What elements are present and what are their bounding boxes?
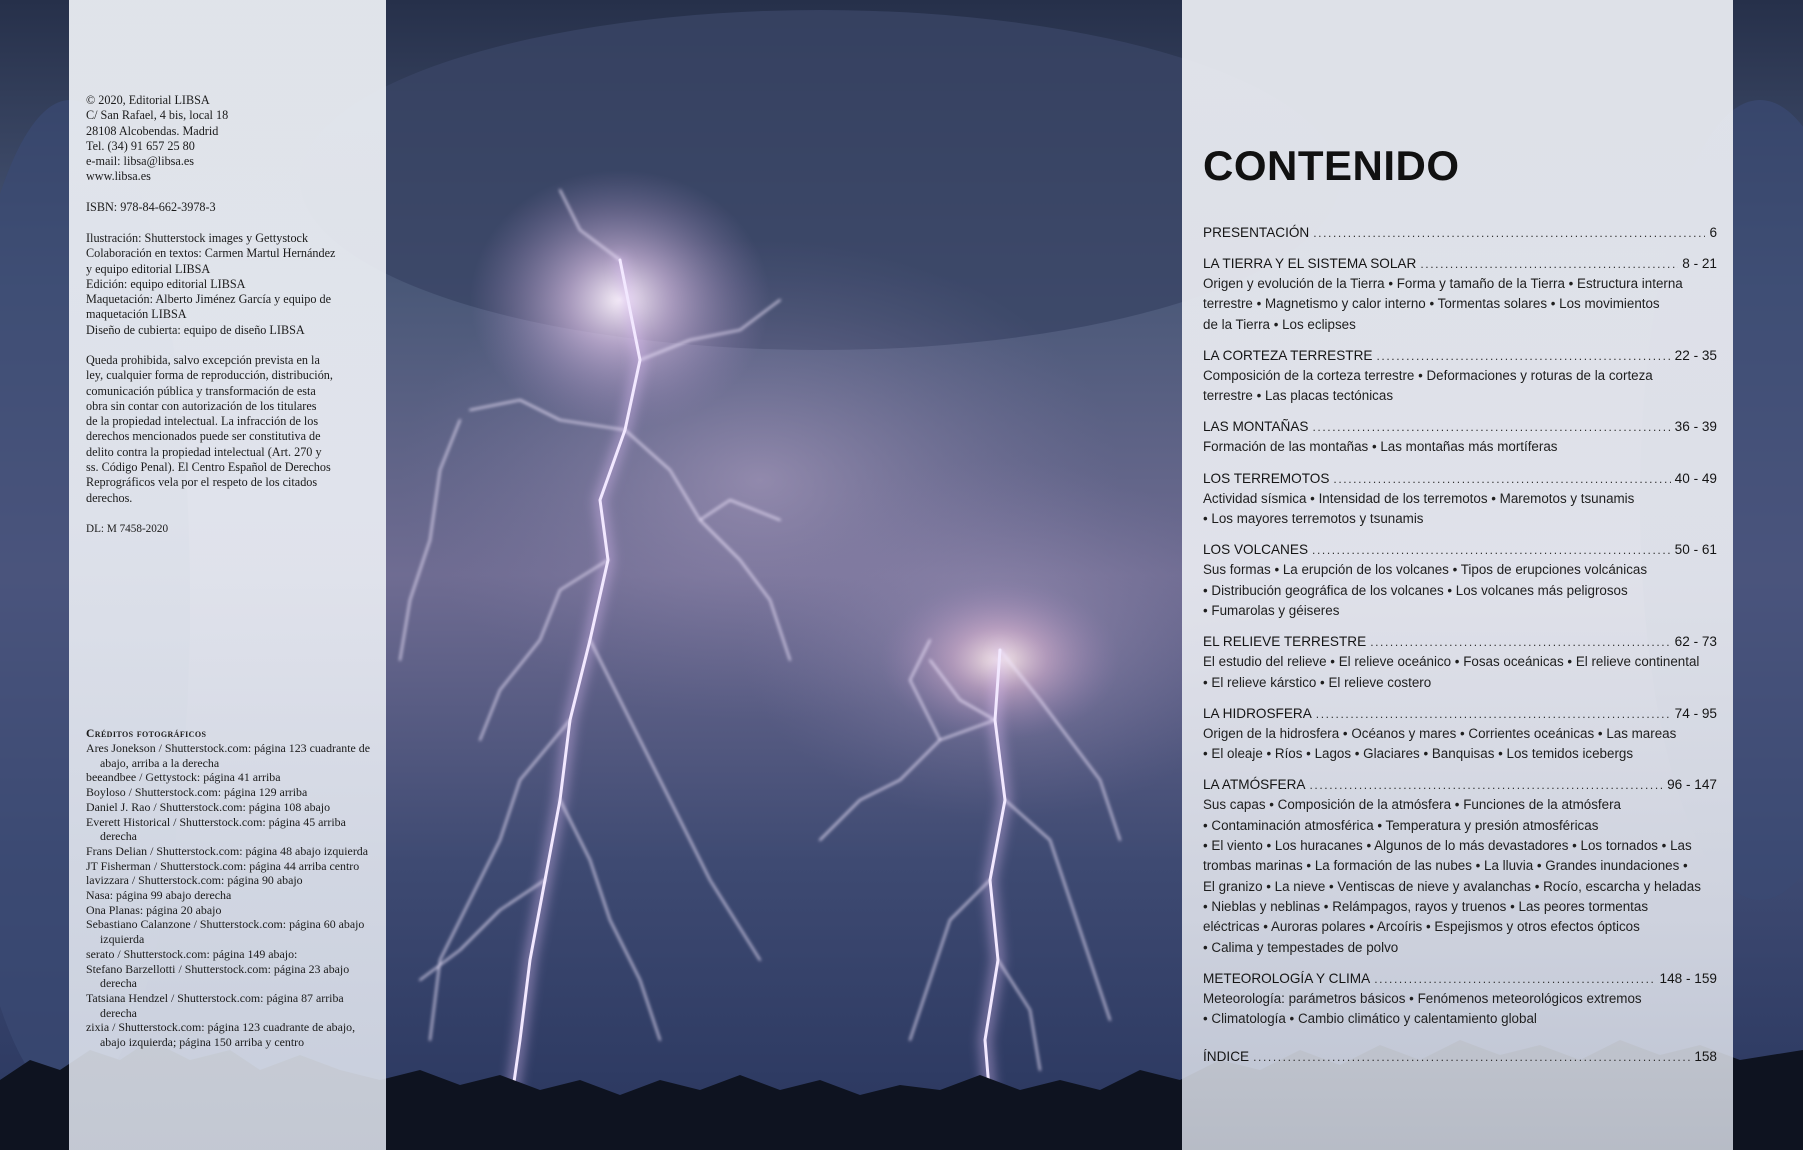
- toc-subtopics: [1203, 724, 1717, 765]
- photo-credits-list: [86, 741, 381, 1050]
- credit-line: Maquetación: Alberto Jiménez García y equipo de: [86, 292, 332, 307]
- subtopic-line: • Nieblas y neblinas • Relámpagos, rayos y truenos • Las peores tormentas: [1203, 898, 1649, 914]
- subtopic-line: trombas marinas • La formación de las nubes • La lluvia • Grandes inundaciones •: [1203, 858, 1688, 874]
- toc-page-number: 158: [1694, 1049, 1717, 1065]
- toc-page-number: 6: [1709, 225, 1717, 240]
- dot-leader: [1253, 1047, 1690, 1067]
- photo-credit-item: Boyloso / Shutterstock.com: página 129 arriba: [86, 785, 308, 800]
- editorial-credits: [86, 231, 381, 338]
- toc-page-number: 36 - 39: [1674, 419, 1717, 435]
- toc-section-title: ÍNDICE: [1203, 1049, 1250, 1065]
- toc-entry[interactable]: [1203, 632, 1717, 652]
- subtopic-line: Origen y evolución de la Tierra • Forma y tamaño de la Tierra • Estructura interna: [1203, 276, 1683, 291]
- legal-line: Queda prohibida, salvo excepción prevista en la: [86, 353, 320, 367]
- toc-entry[interactable]: [1203, 775, 1717, 795]
- toc-section-title: LOS VOLCANES: [1203, 542, 1309, 558]
- subtopic-line: Formación de las montañas • Las montañas más mortíferas: [1203, 439, 1558, 455]
- legal-line: derechos.: [86, 490, 133, 505]
- photo-credit-item: Nasa: página 99 abajo derecha: [86, 888, 232, 903]
- subtopic-line: Origen de la hidrosfera • Océanos y mares • Corrientes oceánicas • Las mareas: [1203, 725, 1677, 741]
- toc-section-title: LA TIERRA Y EL SISTEMA SOLAR: [1203, 256, 1417, 271]
- toc-section: [1203, 540, 1717, 621]
- dot-leader: [1313, 223, 1705, 243]
- photo-credit-item: serato / Shutterstock.com: página 149 abajo:: [86, 946, 298, 961]
- toc-section-title: LA ATMÓSFERA: [1203, 777, 1306, 793]
- photo-credit-item: Daniel J. Rao / Shutterstock.com: página 108 abajo: [86, 799, 331, 814]
- photo-credits-title: Créditos fotográficos: [86, 727, 207, 740]
- toc-section-title: EL RELIEVE TERRESTRE: [1203, 634, 1367, 650]
- toc-page-number: 96 - 147: [1667, 777, 1717, 793]
- photo-credit-item: Ona Planas: página 20 abajo: [86, 902, 222, 917]
- subtopic-line: terrestre • Las placas tectónicas: [1203, 388, 1394, 404]
- toc-page-number: 74 - 95: [1674, 705, 1717, 721]
- subtopic-line: • El relieve kárstico • El relieve costero: [1203, 674, 1432, 690]
- credit-line: y equipo editorial LIBSA: [86, 261, 211, 276]
- contact-line: Tel. (34) 91 657 25 80: [86, 138, 195, 153]
- toc-entry[interactable]: [1203, 346, 1717, 366]
- toc-section-title: LAS MONTAÑAS: [1203, 419, 1309, 435]
- subtopic-line: de la Tierra • Los eclipses: [1203, 316, 1356, 332]
- subtopic-line: Meteorología: parámetros básicos • Fenómenos meteorológicos extremos: [1203, 990, 1642, 1006]
- dot-leader: [1374, 969, 1655, 989]
- toc-section-title: PRESENTACIÓN: [1203, 225, 1310, 240]
- copyright-page: [69, 0, 386, 1150]
- subtopic-line: El estudio del relieve • El relieve oceánico • Fosas oceánicas • El relieve continental: [1203, 654, 1700, 670]
- subtopic-line: Actividad sísmica • Intensidad de los terremotos • Maremotos y tsunamis: [1203, 490, 1635, 506]
- photo-credit-item: Everett Historical / Shutterstock.com: página 45 arriba derecha: [86, 814, 346, 844]
- contact-line: C/ San Rafael, 4 bis, local 18: [86, 108, 229, 123]
- subtopic-line: • Distribución geográfica de los volcanes • Los volcanes más peligrosos: [1203, 582, 1628, 598]
- contents-title: CONTENIDO: [1203, 142, 1460, 189]
- legal-line: ley, cualquier forma de reproducción, distribución,: [86, 368, 333, 383]
- subtopic-line: Composición de la corteza terrestre • Deformaciones y roturas de la corteza: [1203, 367, 1653, 383]
- legal-line: derechos mencionados puede ser constitutiva de: [86, 429, 321, 444]
- toc-section: [1203, 469, 1717, 530]
- toc-page-number: 148 - 159: [1659, 970, 1717, 986]
- legal-deposit: DL: M 7458-2020: [86, 523, 169, 535]
- dot-leader: [1370, 632, 1670, 652]
- dot-leader: [1316, 704, 1671, 724]
- subtopic-line: • Los mayores terremotos y tsunamis: [1203, 511, 1424, 527]
- toc-subtopics: [1203, 652, 1717, 693]
- toc-section: [1203, 775, 1717, 957]
- photo-credit-item: Frans Delian / Shutterstock.com: página 48 abajo izquierda: [86, 843, 368, 858]
- toc-entry[interactable]: [1203, 969, 1717, 989]
- credit-line: Edición: equipo editorial LIBSA: [86, 276, 246, 291]
- toc-subtopics: [1203, 795, 1717, 957]
- subtopic-line: Sus formas • La erupción de los volcanes • Tipos de erupciones volcánicas: [1203, 562, 1648, 578]
- toc-section: [1203, 417, 1717, 457]
- dot-leader: [1333, 469, 1670, 489]
- contents-page: [1182, 0, 1733, 1150]
- toc-section-title: METEOROLOGÍA Y CLIMA: [1203, 970, 1371, 986]
- contact-line: 28108 Alcobendas. Madrid: [86, 123, 219, 138]
- photo-credit-item: Ares Jonekson / Shutterstock.com: página 123 cuadrante de abajo, arriba a la derecha: [86, 741, 370, 770]
- subtopic-line: • Contaminación atmosférica • Temperatura y presión atmosféricas: [1203, 817, 1599, 833]
- credit-line: maquetación LIBSA: [86, 307, 187, 322]
- credit-line: Colaboración en textos: Carmen Martul Hernández: [86, 246, 336, 261]
- legal-line: de la propiedad intelectual. La infracción de los: [86, 414, 319, 429]
- toc-page-number: 22 - 35: [1674, 347, 1717, 363]
- toc-entry[interactable]: [1203, 223, 1717, 243]
- toc-entry[interactable]: [1203, 417, 1717, 437]
- contact-line: © 2020, Editorial LIBSA: [86, 93, 210, 107]
- toc-section: [1203, 254, 1717, 335]
- legal-notice: [86, 353, 381, 506]
- isbn: ISBN: 978-84-662-3978-3: [86, 200, 216, 214]
- photo-credit-item: lavizzara / Shutterstock.com: página 90 abajo: [86, 873, 303, 888]
- contact-line: www.libsa.es: [86, 169, 151, 184]
- photo-credit-item: Sebastiano Calanzone / Shutterstock.com: página 60 abajo izquierda: [86, 917, 365, 947]
- subtopic-line: • Calima y tempestades de polvo: [1203, 939, 1399, 955]
- legal-line: Reprográficos vela por el respeto de los citados: [86, 475, 318, 490]
- toc-section: [1203, 632, 1717, 693]
- dot-leader: [1312, 540, 1671, 560]
- subtopic-line: • Climatología • Cambio climático y calentamiento global: [1203, 1011, 1537, 1027]
- toc-subtopics: [1203, 989, 1717, 1030]
- credit-line: Diseño de cubierta: equipo de diseño LIBSA: [86, 322, 305, 337]
- subtopic-line: Sus capas • Composición de la atmósfera • Funciones de la atmósfera: [1203, 797, 1621, 813]
- dot-leader: [1420, 254, 1678, 274]
- photo-credit-item: JT Fisherman / Shutterstock.com: página 44 arriba centro: [86, 858, 360, 873]
- toc-subtopics: [1203, 366, 1717, 407]
- toc-section-title: LA CORTEZA TERRESTRE: [1203, 347, 1373, 363]
- toc-page-number: 8 - 21: [1682, 256, 1717, 271]
- photo-credit-item: beeandbee / Gettystock: página 41 arriba: [86, 770, 281, 785]
- subtopic-line: • Fumarolas y géiseres: [1203, 602, 1340, 618]
- toc-subtopics: [1203, 437, 1717, 457]
- toc-section-title: LA HIDROSFERA: [1203, 705, 1312, 721]
- dot-leader: [1309, 775, 1663, 795]
- toc-entry[interactable]: [1203, 469, 1717, 489]
- toc-entry-index[interactable]: [1203, 1047, 1717, 1067]
- toc-entry[interactable]: [1203, 254, 1717, 274]
- table-of-contents: [1203, 223, 1717, 1067]
- toc-section: [1203, 346, 1717, 407]
- dot-leader: [1376, 346, 1670, 366]
- photo-credit-item: Tatsiana Hendzel / Shutterstock.com: página 87 arriba derecha: [86, 990, 344, 1020]
- toc-subtopics: [1203, 274, 1717, 335]
- subtopic-line: • El oleaje • Ríos • Lagos • Glaciares • Banquisas • Los temidos icebergs: [1203, 746, 1634, 762]
- toc-page-number: 40 - 49: [1674, 470, 1717, 486]
- dot-leader: [1313, 417, 1671, 437]
- toc-section: [1203, 969, 1717, 1030]
- subtopic-line: El granizo • La nieve • Ventiscas de nieve y avalanchas • Rocío, escarcha y heladas: [1203, 878, 1701, 894]
- subtopic-line: terrestre • Magnetismo y calor interno • Tormentas solares • Los movimientos: [1203, 296, 1660, 312]
- toc-page-number: 62 - 73: [1674, 634, 1717, 650]
- contact-line: e-mail: libsa@libsa.es: [86, 154, 195, 169]
- photo-credit-item: zixia / Shutterstock.com: página 123 cuadrante de abajo, abajo izquierda; página 150 arriba y centro: [86, 1020, 356, 1050]
- legal-line: comunicación pública y transformación de esta: [86, 383, 316, 398]
- subtopic-line: eléctricas • Auroras polares • Arcoíris • Espejismos y otros efectos ópticos: [1203, 919, 1640, 935]
- toc-section: [1203, 704, 1717, 765]
- legal-line: obra sin contar con autorización de los titulares: [86, 398, 317, 413]
- toc-section-title: LOS TERREMOTOS: [1203, 470, 1330, 486]
- toc-entry[interactable]: [1203, 540, 1717, 560]
- toc-entry[interactable]: [1203, 704, 1717, 724]
- toc-subtopics: [1203, 489, 1717, 530]
- subtopic-line: • El viento • Los huracanes • Algunos de lo más devastadores • Los tornados • Las: [1203, 838, 1692, 854]
- legal-line: ss. Código Penal). El Centro Español de Derechos: [86, 460, 331, 475]
- toc-page-number: 50 - 61: [1674, 542, 1717, 558]
- publisher-contact: [86, 93, 381, 185]
- toc-section: [1203, 223, 1717, 243]
- photo-credit-item: Stefano Barzellotti / Shutterstock.com: página 23 abajo derecha: [86, 961, 350, 991]
- legal-line: delito contra la propiedad intelectual (Art. 270 y: [86, 444, 322, 459]
- credit-line: Ilustración: Shutterstock images y Gettystock: [86, 231, 309, 245]
- toc-subtopics: [1203, 560, 1717, 621]
